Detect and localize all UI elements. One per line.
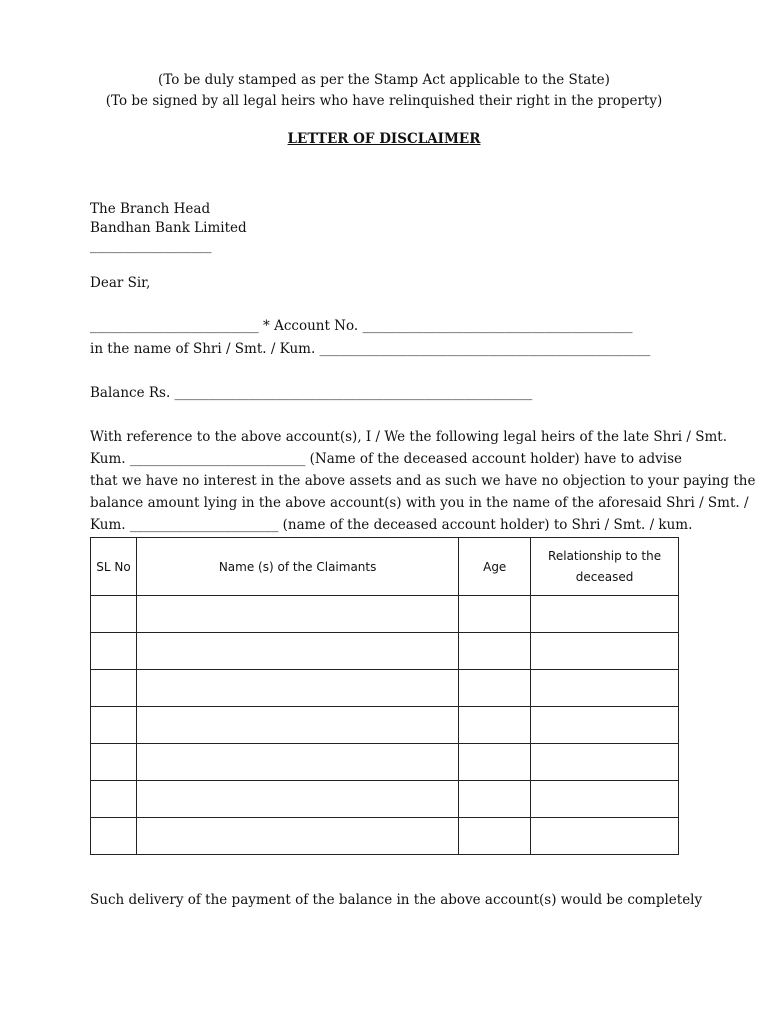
- paragraph-line: Kum. ______________________ (name of the deceased account holder) to Shri / Smt. / kum.: [90, 517, 693, 533]
- cell-sl-no: [91, 596, 137, 633]
- claimants-table: [90, 537, 679, 855]
- cell-sl-no: [91, 781, 137, 818]
- cell-sl-no: [91, 707, 137, 744]
- cell-claimant-name: [136, 744, 458, 781]
- cell-sl-no: [91, 818, 137, 855]
- table-row: [91, 744, 679, 781]
- header-claimant-name: Name (s) of the Claimants: [136, 538, 458, 596]
- cell-relationship: [531, 707, 679, 744]
- address-line-bank-name: Bandhan Bank Limited: [90, 220, 247, 236]
- account-number-line: _________________________ * Account No. ________________________________________: [90, 318, 633, 334]
- cell-age: [459, 633, 531, 670]
- table-row: [91, 781, 679, 818]
- cell-sl-no: [91, 670, 137, 707]
- cell-relationship: [531, 670, 679, 707]
- cell-claimant-name: [136, 670, 458, 707]
- document-title: LETTER OF DISCLAIMER: [287, 131, 481, 147]
- table-row: [91, 633, 679, 670]
- table-row: [91, 707, 679, 744]
- cell-relationship: [531, 818, 679, 855]
- paragraph-line: that we have no interest in the above assets and as such we have no objection to your paying the: [90, 473, 756, 489]
- cell-age: [459, 596, 531, 633]
- header-relationship-line1: Relationship to the: [548, 548, 662, 563]
- table-row: [91, 818, 679, 855]
- stamp-instruction: (To be duly stamped as per the Stamp Act applicable to the State): [158, 72, 610, 88]
- cell-relationship: [531, 596, 679, 633]
- cell-sl-no: [91, 744, 137, 781]
- cell-age: [459, 744, 531, 781]
- cell-age: [459, 670, 531, 707]
- cell-claimant-name: [136, 596, 458, 633]
- table-header-row: [91, 538, 679, 596]
- paragraph-line: With reference to the above account(s), I / We the following legal heirs of the late Shri / Smt.: [90, 429, 727, 445]
- cell-age: [459, 781, 531, 818]
- cell-claimant-name: [136, 781, 458, 818]
- header-age: Age: [459, 538, 531, 596]
- header-relationship: [531, 538, 679, 596]
- cell-relationship: [531, 744, 679, 781]
- address-line-branch-head: The Branch Head: [90, 201, 211, 217]
- table-row: [91, 596, 679, 633]
- cell-relationship: [531, 633, 679, 670]
- table-row: [91, 670, 679, 707]
- address-line-blank: __________________: [90, 238, 212, 254]
- header-sl-no: SL No: [91, 538, 137, 596]
- cell-age: [459, 818, 531, 855]
- account-holder-name-line: in the name of Shri / Smt. / Kum. _________________________________________________: [90, 341, 651, 357]
- cell-claimant-name: [136, 633, 458, 670]
- cell-relationship: [531, 781, 679, 818]
- paragraph-line: balance amount lying in the above account(s) with you in the name of the aforesaid Shri / Smt. /: [90, 495, 749, 511]
- cell-sl-no: [91, 633, 137, 670]
- closing-paragraph: [90, 889, 703, 911]
- cell-claimant-name: [136, 818, 458, 855]
- paragraph-line: Kum. __________________________ (Name of the deceased account holder) have to advise: [90, 451, 682, 467]
- cell-claimant-name: [136, 707, 458, 744]
- salutation: Dear Sir,: [90, 275, 151, 291]
- disclaimer-paragraph: [90, 426, 756, 536]
- paragraph-line: Such delivery of the payment of the balance in the above account(s) would be completely: [90, 892, 703, 908]
- header-relationship-line2: deceased: [575, 569, 634, 584]
- cell-age: [459, 707, 531, 744]
- signing-instruction: (To be signed by all legal heirs who have relinquished their right in the property): [105, 93, 663, 109]
- balance-line: Balance Rs. _____________________________________________________: [90, 385, 533, 401]
